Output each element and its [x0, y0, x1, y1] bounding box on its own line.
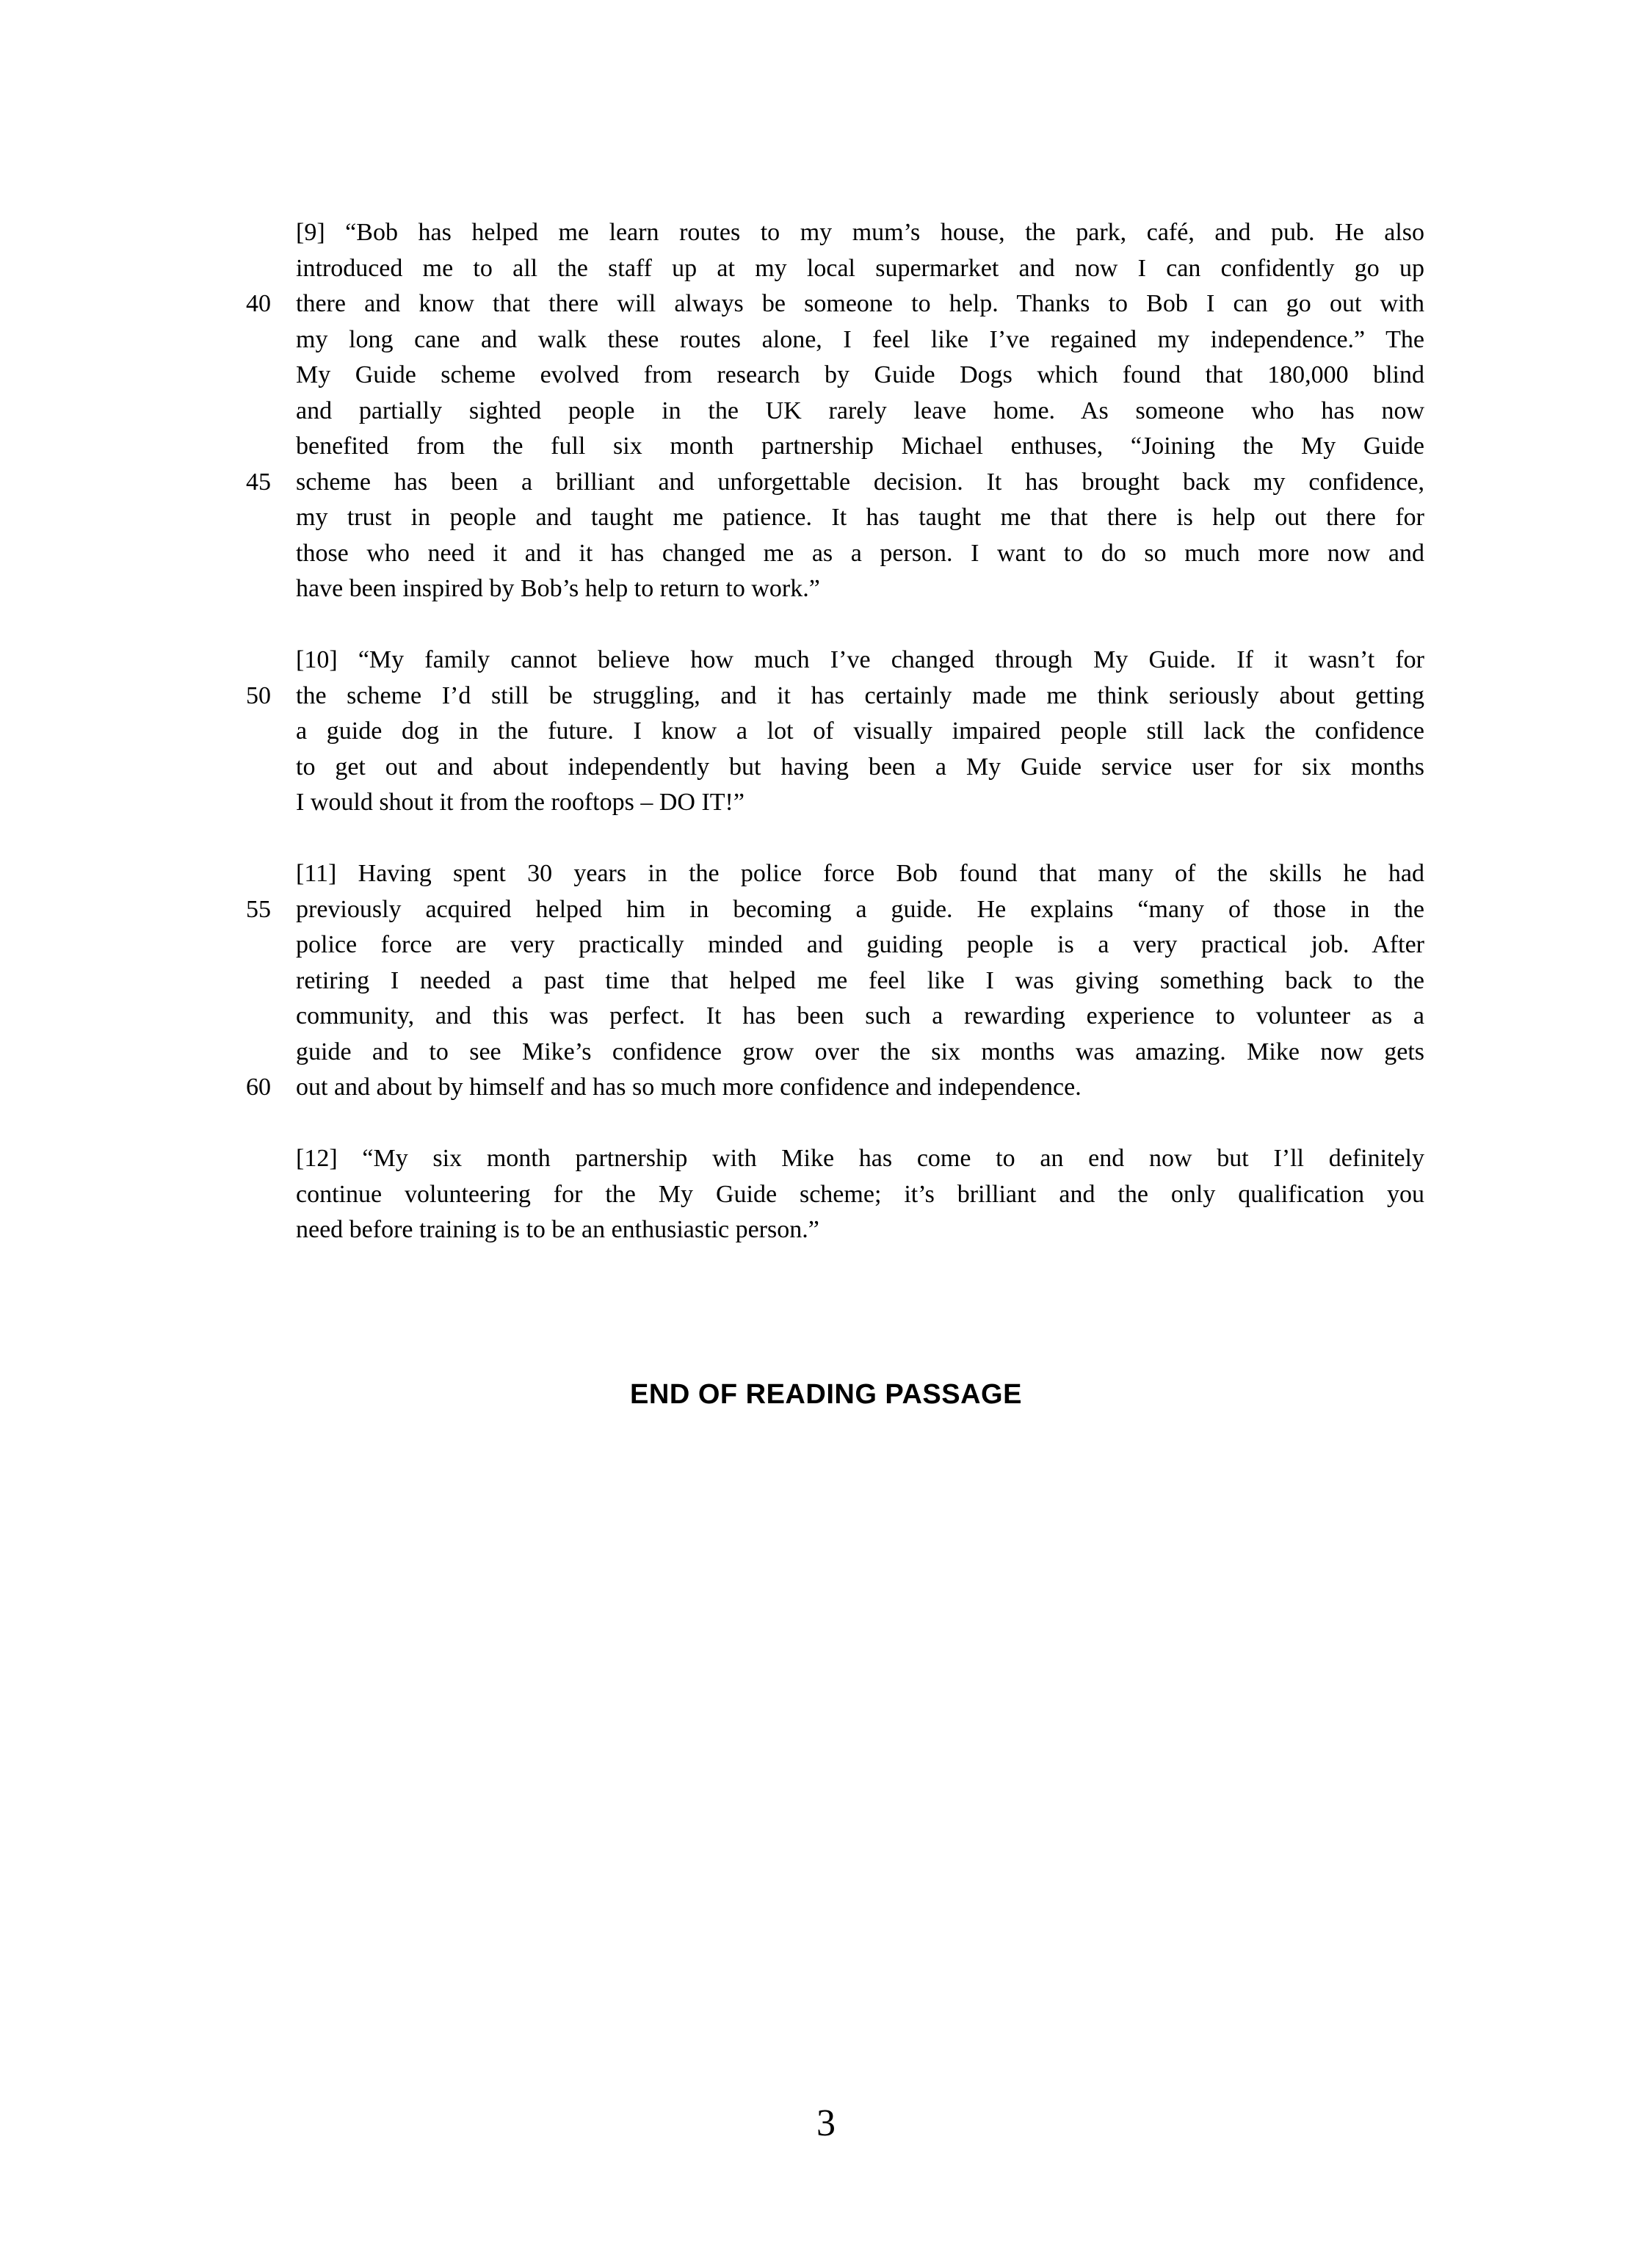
line-text: [9] “Bob has helped me learn routes to my mum’s house, the park, café, and pub. He also: [296, 219, 1424, 246]
line-text: my trust in people and taught me patience. It has taught me that there is help out there for: [296, 504, 1424, 531]
line-text: I would shout it from the rooftops – DO IT!”: [296, 789, 745, 816]
line-text: previously acquired helped him in becoming a guide. He explains “many of those in the: [296, 895, 1424, 923]
paragraph: [246, 856, 1424, 1106]
line-text: to get out and about independently but having been a My Guide service user for six months: [296, 753, 1424, 781]
passage-line: [296, 358, 1424, 394]
passage-line: [296, 1141, 1424, 1177]
line-number: 40: [246, 290, 271, 317]
line-text: introduced me to all the staff up at my local supermarket and now I can confidently go up: [296, 254, 1424, 282]
line-text: [10] “My family cannot believe how much I’ve changed through My Guide. If it wasn’t for: [296, 646, 1424, 673]
line-text: need before training is to be an enthusiastic person.”: [296, 1216, 819, 1243]
passage-line: [246, 892, 1424, 928]
passage-line: [246, 1070, 1424, 1106]
line-text: [11] Having spent 30 years in the police force Bob found that many of the skills he had: [296, 860, 1424, 887]
passage-line: [296, 322, 1424, 358]
line-text: the scheme I’d still be struggling, and it has certainly made me think seriously about getting: [296, 681, 1424, 709]
line-text: a guide dog in the future. I know a lot of visually impaired people still lack the confidence: [296, 717, 1424, 745]
passage-line: [296, 536, 1424, 572]
line-text: guide and to see Mike’s confidence grow over the six months was amazing. Mike now gets: [296, 1038, 1424, 1065]
passage-line: [296, 1212, 1424, 1248]
passage: [246, 215, 1424, 1248]
passage-line: [296, 1035, 1424, 1071]
line-text: my long cane and walk these routes alone, I feel like I’ve regained my independence.” The: [296, 325, 1424, 353]
passage-line: [296, 785, 1424, 821]
passage-line: [296, 643, 1424, 679]
passage-line: [296, 251, 1424, 287]
line-text: there and know that there will always be someone to help. Thanks to Bob I can go out with: [296, 290, 1424, 317]
passage-line: [296, 215, 1424, 251]
line-text: police force are very practically minded and guiding people is a very practical job. After: [296, 931, 1424, 958]
passage-line: [246, 679, 1424, 714]
line-number: 50: [246, 681, 271, 709]
line-number: 60: [246, 1074, 271, 1101]
passage-line: [296, 394, 1424, 430]
line-text: [12] “My six month partnership with Mike has come to an end now but I’ll definitely: [296, 1145, 1424, 1172]
passage-line: [296, 429, 1424, 465]
line-text: My Guide scheme evolved from research by Guide Dogs which found that 180,000 blind: [296, 361, 1424, 388]
line-text: out and about by himself and has so much more confidence and independence.: [296, 1074, 1082, 1101]
end-of-passage-heading: END OF READING PASSAGE: [630, 1379, 1022, 1410]
passage-line: [296, 571, 1424, 607]
line-text: retiring I needed a past time that helped me feel like I was giving something back to the: [296, 966, 1424, 994]
line-text: scheme has been a brilliant and unforgettable decision. It has brought back my confidence,: [296, 468, 1424, 496]
passage-line: [296, 927, 1424, 963]
line-text: have been inspired by Bob’s help to return to work.”: [296, 575, 820, 602]
page-number: 3: [816, 2102, 836, 2144]
passage-line: [296, 1177, 1424, 1213]
line-text: community, and this was perfect. It has been such a rewarding experience to volunteer as a: [296, 1002, 1424, 1030]
line-number: 45: [246, 468, 271, 496]
passage-line: [296, 856, 1424, 892]
paragraph: [246, 643, 1424, 821]
line-text: those who need it and it has changed me as a person. I want to do so much more now and: [296, 539, 1424, 567]
passage-line: [296, 750, 1424, 786]
passage-line: [296, 500, 1424, 536]
passage-line: [296, 999, 1424, 1035]
passage-line: [246, 465, 1424, 501]
paragraph: [296, 1141, 1424, 1248]
line-text: continue volunteering for the My Guide scheme; it’s brilliant and the only qualification you: [296, 1180, 1424, 1208]
line-text: benefited from the full six month partnership Michael enthuses, “Joining the My Guide: [296, 433, 1424, 460]
paragraph: [246, 215, 1424, 607]
passage-line: [246, 286, 1424, 322]
line-text: and partially sighted people in the UK rarely leave home. As someone who has now: [296, 397, 1424, 424]
passage-line: [296, 963, 1424, 999]
passage-line: [296, 714, 1424, 750]
line-number: 55: [246, 895, 271, 923]
